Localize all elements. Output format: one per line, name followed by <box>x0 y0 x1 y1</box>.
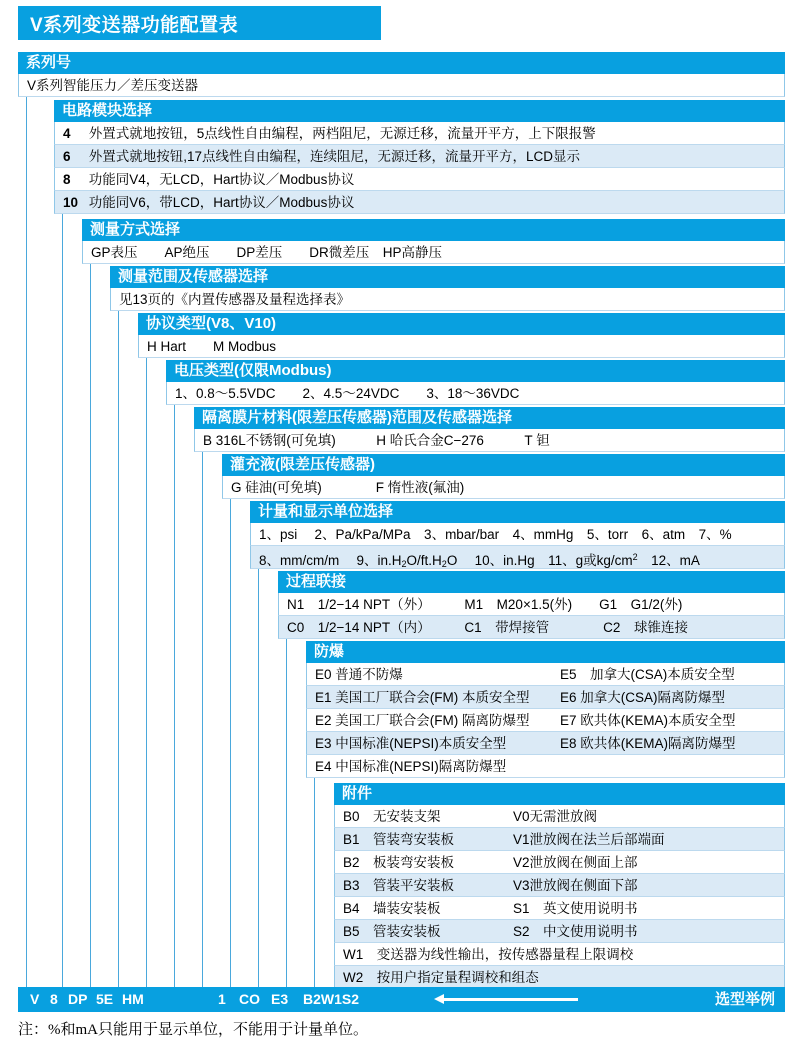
section-measure-type <box>82 219 785 264</box>
table-row <box>334 851 785 874</box>
connector-line <box>286 590 287 987</box>
row-text-left: W2 按用户指定量程调校和组态 <box>343 969 539 985</box>
row-text-left: E3 中国标准(NEPSI)本质安全型 <box>315 735 507 751</box>
example-code: 8 <box>50 991 58 1007</box>
table-row <box>54 168 785 191</box>
row-text-right: E6 加拿大(CSA)隔离防爆型 <box>560 689 726 705</box>
row-text: 功能同V4，无LCD，Hart协议／Modbus协议 <box>88 172 355 187</box>
row-code: 10 <box>63 195 79 210</box>
connector-line <box>174 379 175 987</box>
row-text-right: E5 加拿大(CSA)本质安全型 <box>560 666 735 682</box>
row-text: 功能同V6，带LCD，Hart协议／Modbus协议 <box>88 195 355 210</box>
connector-line <box>202 426 203 987</box>
table-row <box>138 335 785 358</box>
row-text-left: B1 管装弯安装板 <box>343 831 455 847</box>
section-range-sensor <box>110 266 785 311</box>
row-text-left: B4 墙装安装板 <box>343 900 441 916</box>
table-row <box>334 805 785 828</box>
table-row <box>334 828 785 851</box>
section-fill-fluid <box>222 454 785 499</box>
table-row <box>306 709 785 732</box>
table-row <box>306 755 785 778</box>
section-header: 系列号 <box>18 52 785 74</box>
example-code: E3 <box>271 991 289 1007</box>
section-diaphragm-material <box>194 407 785 452</box>
table-row <box>334 943 785 966</box>
connector-line <box>230 473 231 987</box>
section-circuit-module <box>54 100 785 214</box>
footnote: 注：%和mA只能用于显示单位，不能用于计量单位。 <box>18 1022 368 1038</box>
table-row <box>334 897 785 920</box>
section-header: 测量方式选择 <box>82 219 785 241</box>
table-row <box>278 593 785 616</box>
section-header: 电压类型(仅限Modbus) <box>166 360 785 382</box>
row-text: GP表压 AP绝压 DP差压 DR微差压 HP高静压 <box>91 245 443 260</box>
row-text: C0 1/2−14 NPT（内） C1 带焊接管 C2 球锥连接 <box>287 620 688 635</box>
row-text-left: B3 管装平安装板 <box>343 877 455 893</box>
section-process-connection <box>278 571 785 639</box>
table-row <box>110 288 785 311</box>
table-row <box>334 920 785 943</box>
connector-line <box>146 332 147 987</box>
example-code: 1 <box>218 991 226 1007</box>
section-header: 电路模块选择 <box>54 100 785 122</box>
section-header: 防爆 <box>306 641 785 663</box>
row-text-left: E2 美国工厂联合会(FM) 隔离防爆型 <box>315 712 530 728</box>
table-row <box>54 191 785 214</box>
section-header: 过程联接 <box>278 571 785 593</box>
row-text-left: B2 板装弯安装板 <box>343 854 455 870</box>
section-header: 附件 <box>334 783 785 805</box>
table-row <box>306 686 785 709</box>
row-text-right: V3泄放阀在侧面下部 <box>513 877 638 893</box>
connector-line <box>62 123 63 987</box>
row-text-right: S2 中文使用说明书 <box>513 923 638 939</box>
row-text-left: B0 无安装支架 <box>343 808 441 824</box>
page-title: V系列变送器功能配置表 <box>18 6 381 40</box>
example-code: B2W1S2 <box>303 991 360 1007</box>
section-series <box>18 52 785 97</box>
example-code: V <box>30 991 40 1007</box>
row-code: 4 <box>63 126 71 141</box>
row-text-left: E0 普通不防爆 <box>315 666 403 682</box>
row-text-right: V1泄放阀在法兰后部端面 <box>513 831 665 847</box>
row-text: 外置式就地按钮,17点线性自由编程，连续阻尼，无源迁移，流量开平方，LCD显示 <box>88 149 581 164</box>
row-text: N1 1/2−14 NPT（外） M1 M20×1.5(外) G1 G1/2(外) <box>287 597 683 612</box>
section-header: 协议类型(V8、V10) <box>138 313 785 335</box>
table-row <box>250 523 785 546</box>
section-header: 计量和显示单位选择 <box>250 501 785 523</box>
section-accessories <box>334 783 785 989</box>
table-row <box>306 663 785 686</box>
row-text-right: V0无需泄放阀 <box>513 808 598 824</box>
row-code: 6 <box>63 149 71 164</box>
table-row <box>334 966 785 989</box>
example-bar <box>18 987 785 1012</box>
row-text: G 硅油(可免填) F 惰性液(氟油) <box>231 480 465 495</box>
section-display-units <box>250 501 785 569</box>
table-row <box>82 241 785 264</box>
table-row <box>54 122 785 145</box>
row-text-right: S1 英文使用说明书 <box>513 900 638 916</box>
row-code: 8 <box>63 172 71 187</box>
row-text: 见13页的《内置传感器及量程选择表》 <box>119 292 351 307</box>
row-text-right: V2泄放阀在侧面上部 <box>513 854 638 870</box>
connector-line <box>90 238 91 987</box>
row-text-left: B5 管装安装板 <box>343 923 441 939</box>
row-text: 8、mm/cm/m 9、$in.H_2O/ft.H_2O$ 10、in.Hg 11、g或$kg/cm^2$ 12、mA <box>259 552 700 569</box>
connector-line <box>26 75 27 987</box>
row-text-left: W1 变送器为线性输出，按传感器量程上限调校 <box>343 946 634 962</box>
row-text-right: E8 欧共体(KEMA)隔离防爆型 <box>560 735 736 751</box>
left-arrow-icon <box>443 998 578 1001</box>
row-text: 1、psi 2、Pa/kPa/MPa 3、mbar/bar 4、mmHg 5、torr 6、atm 7、% <box>259 527 732 542</box>
section-protocol-type <box>138 313 785 358</box>
example-code: HM <box>122 991 144 1007</box>
example-code: CO <box>239 991 260 1007</box>
row-text: H Hart M Modbus <box>147 339 277 354</box>
row-text: B 316L不锈钢(可免填) H 哈氏合金C−276 T 钽 <box>203 433 550 448</box>
row-text-left: E1 美国工厂联合会(FM) 本质安全型 <box>315 689 530 705</box>
table-row <box>278 616 785 639</box>
table-row <box>194 429 785 452</box>
connector-line <box>118 285 119 987</box>
table-row <box>334 874 785 897</box>
table-row <box>306 732 785 755</box>
row-text: 外置式就地按钮，5点线性自由编程，两档阻尼，无源迁移，流量开平方，上下限报警 <box>88 126 596 141</box>
section-voltage-type <box>166 360 785 405</box>
row-text-right: E7 欧共体(KEMA)本质安全型 <box>560 712 736 728</box>
table-row <box>54 145 785 168</box>
row-text: 1、0.8～5.5VDC 2、4.5～24VDC 3、18～36VDC <box>175 386 520 401</box>
section-explosion-proof <box>306 641 785 778</box>
table-row <box>18 74 785 97</box>
section-header: 测量范围及传感器选择 <box>110 266 785 288</box>
row-text: V系列智能压力／差压变送器 <box>27 78 199 93</box>
section-header: 隔离膜片材料(限差压传感器)范围及传感器选择 <box>194 407 785 429</box>
section-header: 灌充液(限差压传感器) <box>222 454 785 476</box>
example-label: 选型举例 <box>714 991 775 1008</box>
example-code: DP <box>68 991 88 1007</box>
table-row <box>166 382 785 405</box>
table-row <box>250 546 785 569</box>
example-code: 5E <box>96 991 114 1007</box>
row-text-left: E4 中国标准(NEPSI)隔离防爆型 <box>315 758 507 774</box>
connector-line <box>258 520 259 987</box>
table-row <box>222 476 785 499</box>
